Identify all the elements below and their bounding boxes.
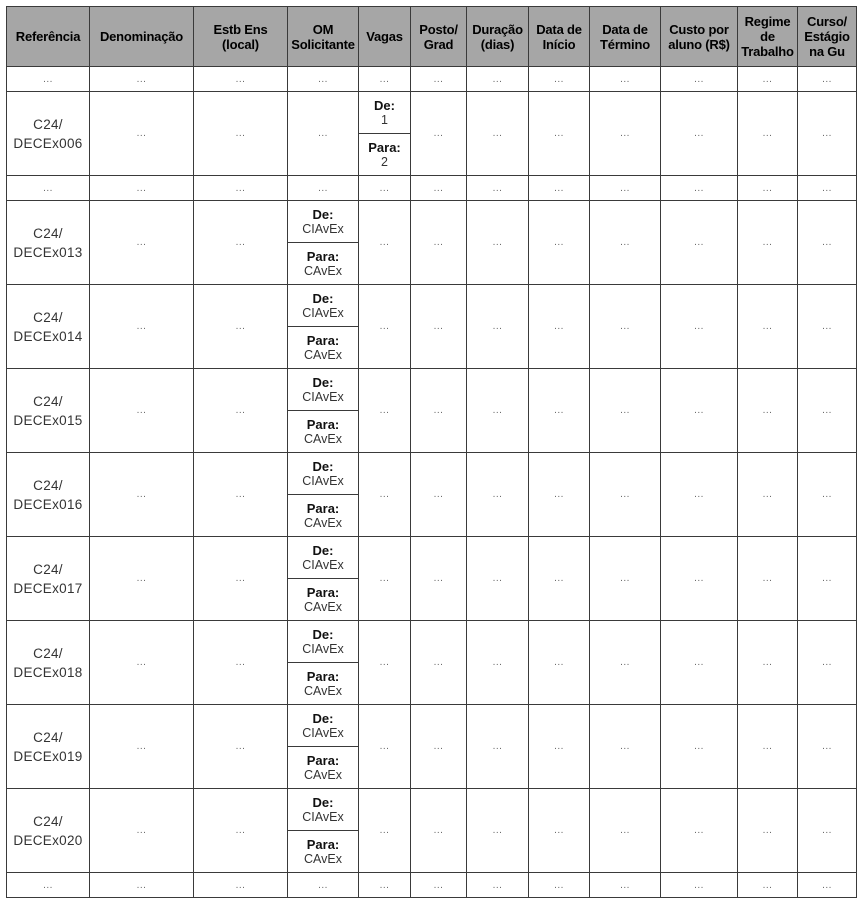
- empty-cell: ...: [288, 92, 359, 176]
- empty-cell: ...: [798, 453, 857, 537]
- reference-line: DECEx018: [13, 664, 83, 680]
- om-para-cell: [288, 663, 359, 705]
- empty-cell: ...: [194, 705, 288, 789]
- om-de-cell-value: CIAvEx: [302, 305, 344, 320]
- column-header: [411, 7, 467, 67]
- empty-cell: ...: [7, 873, 90, 898]
- om-para-cell: [288, 579, 359, 621]
- empty-cell: ...: [411, 285, 467, 369]
- om-de-cell: [288, 201, 359, 243]
- empty-cell: ...: [90, 285, 194, 369]
- empty-cell: ...: [194, 369, 288, 453]
- empty-cell: ...: [467, 92, 529, 176]
- reference-line: C24/: [33, 225, 63, 241]
- empty-cell: ...: [411, 621, 467, 705]
- om-para-cell-label: Para:: [306, 500, 340, 516]
- empty-cell: ...: [738, 873, 798, 898]
- empty-cell: ...: [467, 176, 529, 201]
- ellipsis-row: [7, 873, 857, 898]
- empty-cell: ...: [661, 537, 738, 621]
- empty-cell: ...: [411, 67, 467, 92]
- empty-cell: ...: [529, 621, 590, 705]
- empty-cell: ...: [590, 537, 661, 621]
- vagas-de-cell-value: 1: [381, 112, 388, 127]
- column-header-line: na Gu: [809, 44, 845, 59]
- empty-cell: ...: [529, 873, 590, 898]
- column-header-line: Denominação: [99, 29, 184, 44]
- reference-cell: [7, 537, 90, 621]
- reference-line: DECEx006: [13, 135, 83, 151]
- empty-cell: ...: [90, 873, 194, 898]
- om-para-cell: [288, 411, 359, 453]
- empty-cell: ...: [194, 176, 288, 201]
- empty-cell: ...: [590, 369, 661, 453]
- empty-cell: ...: [798, 67, 857, 92]
- empty-cell: ...: [738, 705, 798, 789]
- reference-cell: [7, 705, 90, 789]
- ellipsis-row: [7, 176, 857, 201]
- column-header-line: Duração: [472, 21, 523, 37]
- empty-cell: ...: [359, 285, 411, 369]
- reference-cell: [7, 789, 90, 873]
- column-header: [90, 7, 194, 67]
- reference-line: DECEx015: [13, 412, 83, 428]
- empty-cell: ...: [661, 92, 738, 176]
- column-header: [661, 7, 738, 67]
- empty-cell: ...: [194, 789, 288, 873]
- om-para-cell-value: CAvEx: [304, 767, 342, 782]
- empty-cell: ...: [359, 453, 411, 537]
- empty-cell: ...: [90, 67, 194, 92]
- empty-cell: ...: [798, 92, 857, 176]
- om-para-cell-label: Para:: [306, 752, 340, 768]
- empty-cell: ...: [661, 201, 738, 285]
- empty-cell: ...: [738, 789, 798, 873]
- empty-cell: ...: [467, 705, 529, 789]
- empty-cell: ...: [529, 789, 590, 873]
- empty-cell: ...: [7, 176, 90, 201]
- reference-cell: [7, 621, 90, 705]
- empty-cell: ...: [411, 873, 467, 898]
- om-de-cell-value: CIAvEx: [302, 725, 344, 740]
- empty-cell: ...: [467, 537, 529, 621]
- om-para-cell: [288, 831, 359, 873]
- vagas-para-cell-value: 2: [381, 154, 388, 169]
- empty-cell: ...: [411, 369, 467, 453]
- empty-cell: ...: [90, 789, 194, 873]
- om-para-cell-value: CAvEx: [304, 515, 342, 530]
- vagas-para-cell-label: Para:: [368, 139, 401, 155]
- om-de-cell-label: De:: [312, 458, 334, 474]
- empty-cell: ...: [194, 92, 288, 176]
- om-de-cell: [288, 621, 359, 663]
- empty-cell: ...: [529, 67, 590, 92]
- om-de-cell: [288, 537, 359, 579]
- column-header-line: Estb Ens: [213, 21, 268, 37]
- empty-cell: ...: [288, 67, 359, 92]
- column-header-line: de: [760, 29, 775, 44]
- empty-cell: ...: [590, 789, 661, 873]
- empty-cell: ...: [590, 621, 661, 705]
- column-header-line: Data de: [602, 21, 648, 37]
- header-row: [7, 7, 857, 67]
- column-header-line: (local): [222, 36, 259, 52]
- om-de-cell-value: CIAvEx: [302, 809, 344, 824]
- column-header-line: aluno (R$): [668, 36, 730, 52]
- om-para-cell-label: Para:: [306, 248, 340, 264]
- empty-cell: ...: [359, 369, 411, 453]
- empty-cell: ...: [359, 705, 411, 789]
- empty-cell: ...: [467, 789, 529, 873]
- reference-cell: [7, 201, 90, 285]
- column-header-line: Solicitante: [291, 36, 355, 52]
- column-header-line: Término: [600, 36, 650, 52]
- empty-cell: ...: [194, 621, 288, 705]
- reference-line: C24/: [33, 729, 63, 745]
- empty-cell: ...: [798, 176, 857, 201]
- om-de-cell: [288, 453, 359, 495]
- empty-cell: ...: [194, 453, 288, 537]
- empty-cell: ...: [590, 176, 661, 201]
- column-header: [738, 7, 798, 67]
- empty-cell: ...: [467, 873, 529, 898]
- column-header: [288, 7, 359, 67]
- empty-cell: ...: [738, 453, 798, 537]
- empty-cell: ...: [661, 176, 738, 201]
- empty-cell: ...: [738, 92, 798, 176]
- empty-cell: ...: [411, 537, 467, 621]
- om-change-row: [7, 621, 857, 663]
- vagas-change-row: [7, 92, 857, 134]
- empty-cell: ...: [529, 453, 590, 537]
- column-header-line: OM: [312, 21, 334, 37]
- empty-cell: ...: [529, 285, 590, 369]
- empty-cell: ...: [798, 285, 857, 369]
- om-change-row: [7, 453, 857, 495]
- empty-cell: ...: [467, 67, 529, 92]
- om-para-cell-value: CAvEx: [304, 431, 342, 446]
- om-change-row: [7, 705, 857, 747]
- empty-cell: ...: [590, 67, 661, 92]
- empty-cell: ...: [90, 92, 194, 176]
- om-de-cell: [288, 285, 359, 327]
- empty-cell: ...: [194, 201, 288, 285]
- om-para-cell-label: Para:: [306, 836, 340, 852]
- om-de-cell: [288, 789, 359, 831]
- om-para-cell-value: CAvEx: [304, 851, 342, 866]
- om-para-cell-label: Para:: [306, 416, 340, 432]
- om-de-cell-label: De:: [312, 794, 334, 810]
- empty-cell: ...: [411, 201, 467, 285]
- reference-line: DECEx013: [13, 244, 83, 260]
- om-para-cell: [288, 747, 359, 789]
- reference-line: DECEx017: [13, 580, 83, 596]
- empty-cell: ...: [359, 201, 411, 285]
- empty-cell: ...: [90, 176, 194, 201]
- om-de-cell-label: De:: [312, 542, 334, 558]
- empty-cell: ...: [738, 537, 798, 621]
- column-header-line: Vagas: [366, 29, 403, 44]
- empty-cell: ...: [738, 621, 798, 705]
- empty-cell: ...: [467, 201, 529, 285]
- empty-cell: ...: [411, 176, 467, 201]
- empty-cell: ...: [194, 873, 288, 898]
- column-header-line: Regime: [744, 14, 791, 29]
- empty-cell: ...: [798, 705, 857, 789]
- empty-cell: ...: [467, 621, 529, 705]
- om-de-cell-value: CIAvEx: [302, 473, 344, 488]
- om-change-row: [7, 285, 857, 327]
- empty-cell: ...: [359, 176, 411, 201]
- column-header: [359, 7, 411, 67]
- empty-cell: ...: [661, 285, 738, 369]
- empty-cell: ...: [194, 285, 288, 369]
- reference-cell: [7, 369, 90, 453]
- empty-cell: ...: [590, 92, 661, 176]
- om-change-row: [7, 537, 857, 579]
- empty-cell: ...: [661, 67, 738, 92]
- empty-cell: ...: [529, 369, 590, 453]
- om-para-cell-label: Para:: [306, 332, 340, 348]
- empty-cell: ...: [738, 67, 798, 92]
- reference-line: DECEx016: [13, 496, 83, 512]
- reference-line: DECEx019: [13, 748, 83, 764]
- empty-cell: ...: [359, 789, 411, 873]
- empty-cell: ...: [359, 873, 411, 898]
- om-para-cell: [288, 327, 359, 369]
- empty-cell: ...: [661, 453, 738, 537]
- empty-cell: ...: [467, 453, 529, 537]
- empty-cell: ...: [661, 369, 738, 453]
- om-de-cell: [288, 705, 359, 747]
- reference-line: C24/: [33, 393, 63, 409]
- empty-cell: ...: [529, 537, 590, 621]
- empty-cell: ...: [359, 67, 411, 92]
- om-change-row: [7, 369, 857, 411]
- om-para-cell-label: Para:: [306, 668, 340, 684]
- om-para-cell-value: CAvEx: [304, 683, 342, 698]
- reference-line: C24/: [33, 561, 63, 577]
- empty-cell: ...: [288, 176, 359, 201]
- reference-line: C24/: [33, 116, 63, 132]
- empty-cell: ...: [590, 285, 661, 369]
- empty-cell: ...: [359, 621, 411, 705]
- empty-cell: ...: [90, 201, 194, 285]
- empty-cell: ...: [90, 705, 194, 789]
- empty-cell: ...: [467, 285, 529, 369]
- empty-cell: ...: [590, 453, 661, 537]
- om-change-row: [7, 201, 857, 243]
- empty-cell: ...: [411, 705, 467, 789]
- column-header-line: Posto/: [419, 21, 458, 37]
- reference-line: C24/: [33, 813, 63, 829]
- table-body: [7, 67, 857, 898]
- reference-line: C24/: [33, 645, 63, 661]
- empty-cell: ...: [529, 92, 590, 176]
- empty-cell: ...: [661, 621, 738, 705]
- column-header-line: Trabalho: [741, 44, 794, 59]
- column-header-line: Início: [542, 36, 576, 52]
- reference-cell: [7, 285, 90, 369]
- empty-cell: ...: [798, 621, 857, 705]
- om-para-cell: [288, 243, 359, 285]
- empty-cell: ...: [90, 621, 194, 705]
- empty-cell: ...: [798, 873, 857, 898]
- empty-cell: ...: [194, 537, 288, 621]
- course-changes-table: [6, 6, 857, 898]
- vagas-para-cell: [359, 134, 411, 176]
- vagas-de-cell: [359, 92, 411, 134]
- empty-cell: ...: [798, 369, 857, 453]
- empty-cell: ...: [738, 201, 798, 285]
- column-header-line: Referência: [15, 29, 81, 44]
- empty-cell: ...: [288, 873, 359, 898]
- empty-cell: ...: [798, 789, 857, 873]
- column-header-line: Grad: [423, 36, 454, 52]
- vagas-de-cell-label: De:: [374, 97, 395, 113]
- empty-cell: ...: [590, 873, 661, 898]
- column-header: [798, 7, 857, 67]
- empty-cell: ...: [90, 369, 194, 453]
- om-de-cell-label: De:: [312, 206, 334, 222]
- empty-cell: ...: [661, 873, 738, 898]
- empty-cell: ...: [411, 789, 467, 873]
- reference-line: DECEx020: [13, 832, 83, 848]
- column-header: [194, 7, 288, 67]
- empty-cell: ...: [90, 537, 194, 621]
- empty-cell: ...: [359, 537, 411, 621]
- om-para-cell-value: CAvEx: [304, 599, 342, 614]
- empty-cell: ...: [738, 285, 798, 369]
- om-de-cell-label: De:: [312, 626, 334, 642]
- empty-cell: ...: [661, 705, 738, 789]
- om-para-cell-label: Para:: [306, 584, 340, 600]
- om-de-cell-value: CIAvEx: [302, 221, 344, 236]
- reference-cell: [7, 92, 90, 176]
- empty-cell: ...: [738, 369, 798, 453]
- om-de-cell-value: CIAvEx: [302, 389, 344, 404]
- reference-cell: [7, 453, 90, 537]
- column-header-line: Data de: [536, 21, 582, 37]
- empty-cell: ...: [529, 176, 590, 201]
- om-de-cell-label: De:: [312, 710, 334, 726]
- empty-cell: ...: [738, 176, 798, 201]
- reference-line: DECEx014: [13, 328, 83, 344]
- column-header-line: (dias): [480, 36, 515, 52]
- om-de-cell-value: CIAvEx: [302, 641, 344, 656]
- om-para-cell-value: CAvEx: [304, 347, 342, 362]
- om-de-cell-value: CIAvEx: [302, 557, 344, 572]
- om-de-cell-label: De:: [312, 374, 334, 390]
- empty-cell: ...: [798, 537, 857, 621]
- empty-cell: ...: [798, 201, 857, 285]
- empty-cell: ...: [411, 453, 467, 537]
- reference-line: C24/: [33, 477, 63, 493]
- reference-line: C24/: [33, 309, 63, 325]
- om-para-cell-value: CAvEx: [304, 263, 342, 278]
- column-header: [7, 7, 90, 67]
- ellipsis-row: [7, 67, 857, 92]
- om-de-cell: [288, 369, 359, 411]
- om-change-row: [7, 789, 857, 831]
- empty-cell: ...: [590, 705, 661, 789]
- empty-cell: ...: [90, 453, 194, 537]
- column-header: [529, 7, 590, 67]
- empty-cell: ...: [7, 67, 90, 92]
- empty-cell: ...: [529, 705, 590, 789]
- column-header: [467, 7, 529, 67]
- om-para-cell: [288, 495, 359, 537]
- empty-cell: ...: [467, 369, 529, 453]
- empty-cell: ...: [590, 201, 661, 285]
- empty-cell: ...: [194, 67, 288, 92]
- empty-cell: ...: [411, 92, 467, 176]
- column-header-line: Estágio: [804, 29, 850, 44]
- column-header-line: Custo por: [669, 21, 729, 37]
- empty-cell: ...: [661, 789, 738, 873]
- column-header-line: Curso/: [807, 14, 847, 29]
- empty-cell: ...: [529, 201, 590, 285]
- column-header: [590, 7, 661, 67]
- om-de-cell-label: De:: [312, 290, 334, 306]
